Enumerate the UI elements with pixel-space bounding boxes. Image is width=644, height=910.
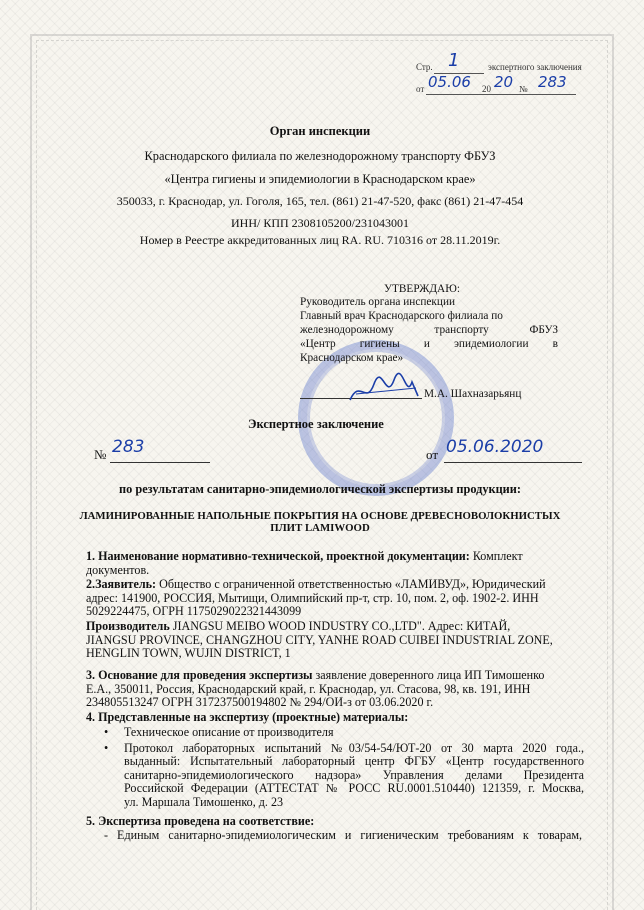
header-number: 283 <box>538 73 567 91</box>
producer-text-b: JIANGSU PROVINCE, CHANGZHOU CITY, YANHE ROAD CUIBEI INDUSTRIAL ZONE, <box>86 632 553 647</box>
section-5-text-a: - Единым санитарно-эпидемиологическим и гигиеническим требованиям к товарам, <box>104 828 582 842</box>
approval-line3 <box>300 324 558 337</box>
section-1-text-a: Комплект <box>472 549 523 563</box>
section-4-item-1-text: Техническое описание от производителя <box>124 725 334 739</box>
approval-line4-w4: эпидемиологии <box>454 338 529 350</box>
header-year: 20 <box>494 73 514 91</box>
page-number: 1 <box>448 50 460 71</box>
org-title: Орган инспекции <box>269 124 371 138</box>
section-2-text-b: адрес: 141900, РОССИЯ, Мытищи, Олимпийский пр-т, стр. 10, пом. 2, оф. 1902-2. ИНН <box>86 590 539 605</box>
producer-label: Производитель <box>86 619 170 633</box>
org-registry: Номер в Реестре аккредитованных лиц RA. RU. 710316 от 28.11.2019г. <box>139 233 501 247</box>
approval-heading: УТВЕРЖДАЮ: <box>384 283 460 295</box>
approval-line4-w5: в <box>552 338 558 350</box>
org-inn: ИНН/ КПП 2308105200/231043001 <box>230 216 409 230</box>
section-3 <box>86 669 582 710</box>
signatory-name: М.А. Шахназарьянц <box>424 388 522 400</box>
section-4-label: 4. Представленные на экспертизу (проектные) материалы: <box>86 710 409 724</box>
producer-text-c: HENGLIN TOWN, WUJIN DISTRICT, 1 <box>86 646 291 661</box>
section-2 <box>86 578 582 619</box>
approval-line4-w2: гигиены <box>359 338 400 350</box>
approval-line2: Главный врач Краснодарского филиала по <box>300 310 503 322</box>
product-line1: ЛАМИНИРОВАННЫЕ НАПОЛЬНЫЕ ПОКРЫТИЯ НА ОСНОВЕ ДРЕВЕСНОВОЛОКНИСТЫХ <box>79 510 561 522</box>
from-label: от <box>416 84 425 94</box>
section-4-item-2-line4: Российской Федерации (АТТЕСТАТ № РОСС RU.0001.510440) 121359, г. Москва, <box>124 781 584 796</box>
producer-text-a: JIANGSU MEIBO WOOD INDUSTRY CO.,LTD". Адрес: КИТАЙ, <box>172 619 511 633</box>
section-1 <box>86 550 582 577</box>
year-prefix: 20 <box>482 84 491 94</box>
conclusion-title: Экспертное заключение <box>248 417 384 431</box>
section-1-text-b: документов. <box>86 562 150 577</box>
section-2-label: 2.Заявитель: <box>86 577 157 591</box>
section-2-text-c: 5029224475, ОГРН 1175029022321443099 <box>86 604 302 619</box>
approval-line5: Краснодарском крае» <box>300 352 404 364</box>
org-address: 350033, г. Краснодар, ул. Гоголя, 165, тел. (861) 21-47-520, факс (861) 21-47-454 <box>116 194 524 208</box>
conclusion-number: 283 <box>112 437 145 457</box>
conclusion-date-prefix: от <box>426 447 439 462</box>
section-5-label: 5. Экспертиза проведена на соответствие: <box>86 814 315 828</box>
org-line1: Краснодарского филиала по железнодорожному транспорту ФБУЗ <box>144 149 496 163</box>
section-4-item-2-line3: санитарно-эпидемиологического надзора» Управления делами Президента <box>124 767 584 782</box>
approval-line1: Руководитель органа инспекции <box>300 296 456 308</box>
section-3-label: 3. Основание для проведения экспертизы <box>86 668 313 682</box>
approval-line3-w3: ФБУЗ <box>529 324 558 336</box>
conclusion-date-line <box>444 462 582 463</box>
section-4-item-2-line1: • Протокол лабораторных испытаний №03/54-54/ЮТ-20 от 30 марта 2020 года., <box>124 740 584 755</box>
section-4-item-2-line5: ул. Маршала Тимошенко, д. 23 <box>124 794 284 809</box>
section-4-list <box>108 726 584 810</box>
product-line2: ПЛИТ LAMIWOOD <box>270 522 370 534</box>
approval-line3-w1: железнодорожному <box>300 324 394 336</box>
section-1-label: 1. Наименование нормативно-технической, проектной документации: <box>86 549 470 563</box>
section-4-item-2 <box>108 742 584 810</box>
section-3-text-c: 234805513247 ОГРН 317237500194802 № 294/ОИ-з от 03.06.2020 г. <box>86 695 434 710</box>
producer <box>86 620 582 661</box>
org-line2: «Центра гигиены и эпидемиологии в Краснодарском крае» <box>164 172 476 186</box>
page-label: Стр. <box>416 62 433 72</box>
header-number-label: № <box>519 84 528 94</box>
conclusion-number-prefix: № <box>94 447 107 462</box>
conclusion-subtitle: по результатам санитарно-эпидемиологической экспертизы продукции: <box>119 482 521 496</box>
approval-line4-w1: «Центр <box>300 338 336 350</box>
of-conclusion-label: экспертного заключения <box>488 62 582 72</box>
header-date: 05.06 <box>428 73 471 91</box>
signature-scribble <box>346 370 426 410</box>
section-4-item-1 <box>108 726 584 740</box>
section-3-text-b: Е.А., 350011, Россия, Краснодарский край, г. Краснодар, ул. Стасова, 98, кв. 191, ИНН <box>86 681 531 696</box>
section-4-item-2-line2: выданный: Испытательный лабораторный центр ФГБУ «Центр государственного <box>124 754 584 769</box>
section-2-text-a: Общество с ограниченной ответственностью «ЛАМИВУД», Юридический <box>159 577 546 591</box>
approval-line3-w2: транспорту <box>434 324 489 336</box>
conclusion-date: 05.06.2020 <box>446 437 544 457</box>
header-date-line <box>426 94 576 95</box>
approval-line4-w3: и <box>423 338 430 350</box>
section-3-text-a: заявление доверенного лица ИП Тимошенко <box>315 668 545 682</box>
approval-line4 <box>300 338 558 351</box>
conclusion-number-line <box>110 462 210 463</box>
